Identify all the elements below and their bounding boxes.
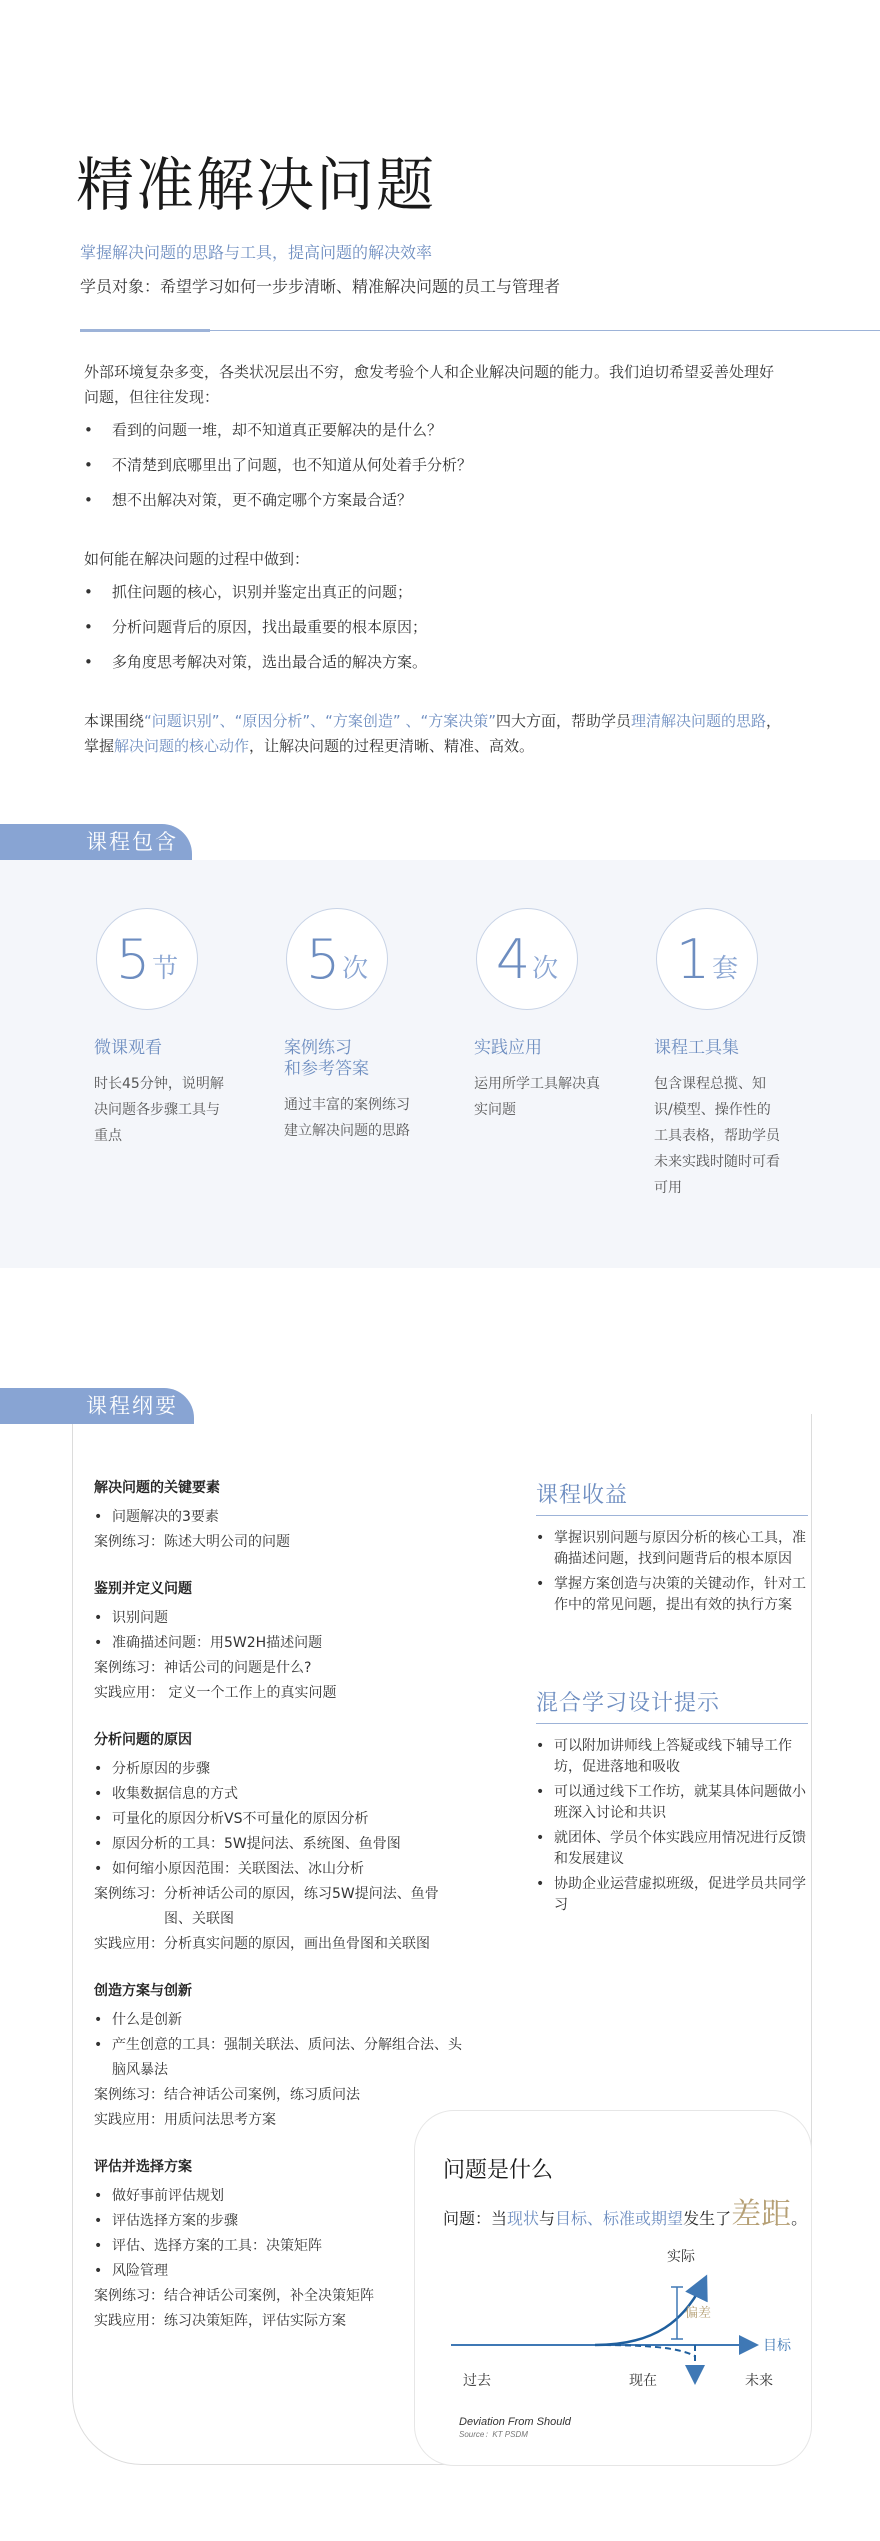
keyword-highlight: 目标、标准或期望	[555, 2209, 684, 2228]
stat-circle	[476, 908, 578, 1010]
summary-text: 四大方面，帮助学员	[496, 712, 632, 730]
module-topics	[94, 2008, 474, 2083]
goal-list	[84, 580, 784, 675]
diagram-source: Source：KT PSDM	[459, 2430, 528, 2439]
hints-title: 混合学习设计提示	[536, 1686, 808, 1724]
summary-text: 本课围绕	[84, 712, 145, 730]
list-item: • 就团体、学员个体实践应用情况进行反馈和发展建议	[536, 1828, 808, 1870]
summary-text: ，掌握	[84, 712, 782, 755]
module	[94, 1728, 474, 1957]
module-activity	[94, 1656, 474, 1681]
label-past: 过去	[463, 2372, 491, 2388]
activity-text: 结合神话公司案例，补全决策矩阵	[164, 2288, 374, 2304]
activity-text: 练习决策矩阵，评估实际方案	[164, 2313, 346, 2329]
stat-description: 通过丰富的案例练习建立解决问题的思路	[284, 1097, 410, 1139]
projection-curve	[595, 2345, 695, 2356]
module	[94, 1979, 474, 2133]
list-item: • 可量化的原因分析VS不可量化的原因分析	[94, 1807, 474, 1832]
list-item: • 可以附加讲师线上答疑或线下辅导工作坊，促进落地和吸收	[536, 1736, 808, 1778]
keyword-highlight: 解决问题的核心动作	[114, 737, 250, 755]
stat-title: 实践应用	[474, 1038, 542, 1058]
problem-card-title: 问题是什么	[443, 2158, 554, 2183]
list-item: • 想不出解决对策，更不确定哪个方案最合适？	[84, 488, 784, 513]
activity-text: 定义一个工作上的真实问题	[164, 1685, 337, 1701]
module-title: 评估并选择方案	[94, 2159, 192, 2175]
intro-paragraph: 如何能在解决问题的过程中做到：	[84, 550, 310, 568]
list-item: • 做好事前评估规划	[94, 2184, 474, 2209]
page-subtitle: 掌握解决问题的思路与工具，提高问题的解决效率	[80, 243, 433, 262]
list-item: • 掌握方案创造与决策的关键动作，针对工作中的常见问题，提出有效的执行方案	[536, 1574, 808, 1616]
list-item: • 可以通过线下工作坊，就某具体问题做小班深入讨论和共识	[536, 1782, 808, 1824]
blended-hints-section	[536, 1686, 808, 1920]
intro-summary	[84, 709, 784, 759]
list-item: • 准确描述问题：用5W2H描述问题	[94, 1631, 474, 1656]
list-item: • 问题解决的3要素	[94, 1505, 474, 1530]
activity-label: 案例练习：	[94, 1534, 164, 1550]
benefits-section	[536, 1478, 808, 1620]
target-audience: 学员对象：希望学习如何一步步清晰、精准解决问题的员工与管理者	[80, 277, 561, 296]
keyword-highlight: “方案决策”	[420, 712, 497, 730]
list-item: • 识别问题	[94, 1606, 474, 1631]
module-activity	[94, 1530, 474, 1555]
module	[94, 1476, 474, 1555]
module-topics	[94, 1606, 474, 1656]
list-item: • 抓住问题的核心，识别并鉴定出真正的问题；	[84, 580, 784, 605]
stat-unit: 节	[152, 953, 179, 984]
module-activity	[94, 2083, 474, 2108]
stat-title: 案例练习 和参考答案	[284, 1038, 369, 1079]
activity-label: 实践应用：	[94, 1685, 164, 1701]
activity-text: 用质问法思考方案	[164, 2112, 276, 2128]
label-now: 现在	[629, 2372, 657, 2388]
module-activity	[94, 1932, 474, 1957]
list-item: • 看到的问题一堆，却不知道真正要解决的是什么？	[84, 418, 784, 443]
keyword-separator: 、	[310, 712, 326, 730]
stat-number: 1	[675, 927, 711, 991]
list-item: • 收集数据信息的方式	[94, 1782, 474, 1807]
stat-description: 运用所学工具解决真实问题	[474, 1076, 600, 1118]
stat-circle	[96, 908, 198, 1010]
benefits-title: 课程收益	[536, 1478, 808, 1516]
module-activity	[94, 1882, 474, 1932]
stat-title: 课程工具集	[654, 1038, 739, 1058]
activity-text: 分析神话公司的原因，练习5W提问法、鱼骨图、关联图	[164, 1886, 439, 1927]
list-item: • 协助企业运营虚拟班级，促进学员共同学习	[536, 1874, 808, 1916]
label-actual: 实际	[667, 2248, 695, 2264]
activity-text: 神话公司的问题是什么?	[164, 1660, 312, 1676]
list-item: • 如何缩小原因范围：关联图法、冰山分析	[94, 1857, 474, 1882]
list-item: • 评估选择方案的步骤	[94, 2209, 474, 2234]
module-title: 创造方案与创新	[94, 1983, 192, 1999]
stat-title: 微课观看	[94, 1038, 162, 1058]
keyword-highlight: “问题识别”	[144, 712, 220, 730]
activity-label: 实践应用：	[94, 1936, 164, 1952]
label-future: 未来	[745, 2372, 773, 2388]
diagram-caption: Deviation From Should	[459, 2416, 571, 2428]
section-tab-outline: 课程纲要	[0, 1388, 194, 1424]
keyword-highlight: “原因分析”	[234, 712, 311, 730]
header-divider-accent	[80, 329, 210, 332]
list-item: • 风险管理	[94, 2259, 474, 2284]
list-item: • 产生创意的工具：强制关联法、质问法、分解组合法、头脑风暴法	[94, 2033, 472, 2083]
hints-list	[536, 1736, 808, 1916]
pain-point-list	[84, 418, 784, 513]
activity-label: 案例练习：	[94, 1660, 164, 1676]
includes-panel	[0, 860, 880, 1268]
activity-label: 案例练习：	[94, 1886, 164, 1902]
stat-description: 时长45分钟，说明解决问题各步骤工具与重点	[94, 1076, 224, 1144]
intro-paragraph: 外部环境复杂多变，各类状况层出不穷，愈发考验个人和企业解决问题的能力。我们迫切希望妥善处理好问题，但往往发现：	[84, 363, 775, 406]
module-topics	[94, 1757, 474, 1882]
stat-unit: 次	[532, 953, 559, 984]
module-title: 鉴别并定义问题	[94, 1581, 192, 1597]
stat-unit: 次	[342, 953, 369, 984]
list-item: • 分析原因的步骤	[94, 1757, 474, 1782]
activity-label: 案例练习：	[94, 2087, 164, 2103]
keyword-highlight: 理清解决问题的思路	[631, 712, 767, 730]
stat-circle	[656, 908, 758, 1010]
stat-card	[94, 908, 244, 1149]
keyword-highlight: “方案创造”	[325, 712, 401, 730]
module-activity	[94, 2108, 474, 2133]
list-item: • 评估、选择方案的工具：决策矩阵	[94, 2234, 474, 2259]
activity-text: 陈述大明公司的问题	[164, 1534, 290, 1550]
keyword-highlight: 现状	[507, 2209, 540, 2228]
definition-text: 问题：当	[443, 2209, 508, 2228]
deviation-diagram	[415, 2221, 811, 2461]
stat-card	[284, 908, 434, 1144]
label-target: 目标	[763, 2337, 791, 2353]
list-item: • 掌握识别问题与原因分析的核心工具，准确描述问题，找到问题背后的根本原因	[536, 1528, 808, 1570]
activity-label: 实践应用：	[94, 2112, 164, 2128]
list-item: • 分析问题背后的原因，找出最重要的根本原因；	[84, 615, 784, 640]
list-item: • 多角度思考解决对策，选出最合适的解决方案。	[84, 650, 784, 675]
keyword-separator: 、	[400, 712, 421, 730]
label-deviation: 偏差	[685, 2305, 712, 2320]
module	[94, 1577, 474, 1706]
problem-definition-card	[414, 2110, 812, 2466]
stat-circle	[286, 908, 388, 1010]
module-title: 解决问题的关键要素	[94, 1480, 220, 1496]
activity-text: 结合神话公司案例，练习质问法	[164, 2087, 360, 2103]
list-item: • 不清楚到底哪里出了问题，也不知道从何处着手分析？	[84, 453, 784, 478]
definition-text: 与	[539, 2209, 556, 2228]
module-topics	[94, 1505, 474, 1530]
activity-text: 分析真实问题的原因，画出鱼骨图和关联图	[164, 1936, 430, 1952]
definition-text: 发生了	[683, 2209, 732, 2228]
stat-number: 4	[495, 927, 531, 991]
stat-number: 5	[115, 927, 151, 991]
stat-card	[654, 908, 804, 1201]
activity-label: 案例练习：	[94, 2288, 164, 2304]
intro-section	[84, 360, 784, 759]
stat-number: 5	[305, 927, 341, 991]
section-tab-includes: 课程包含	[0, 824, 192, 860]
gap-keyword: 差距	[731, 2197, 792, 2232]
module-title: 分析问题的原因	[94, 1732, 192, 1748]
keyword-separator: 、	[219, 712, 235, 730]
page-title: 精准解决问题	[76, 151, 437, 219]
stat-description: 包含课程总揽、知识/模型、操作性的工具表格，帮助学员未来实践时随时可看可用	[654, 1076, 780, 1196]
stat-unit: 套	[712, 953, 739, 984]
stat-card	[474, 908, 624, 1123]
list-item: • 什么是创新	[94, 2008, 474, 2033]
list-item: • 原因分析的工具：5W提问法、系统图、鱼骨图	[94, 1832, 474, 1857]
activity-label: 实践应用：	[94, 2313, 164, 2329]
summary-text: ，让解决问题的过程更清晰、精准、高效。	[249, 737, 535, 755]
definition-text: 。	[791, 2209, 808, 2228]
module-activity	[94, 1681, 474, 1706]
benefits-list	[536, 1528, 808, 1616]
